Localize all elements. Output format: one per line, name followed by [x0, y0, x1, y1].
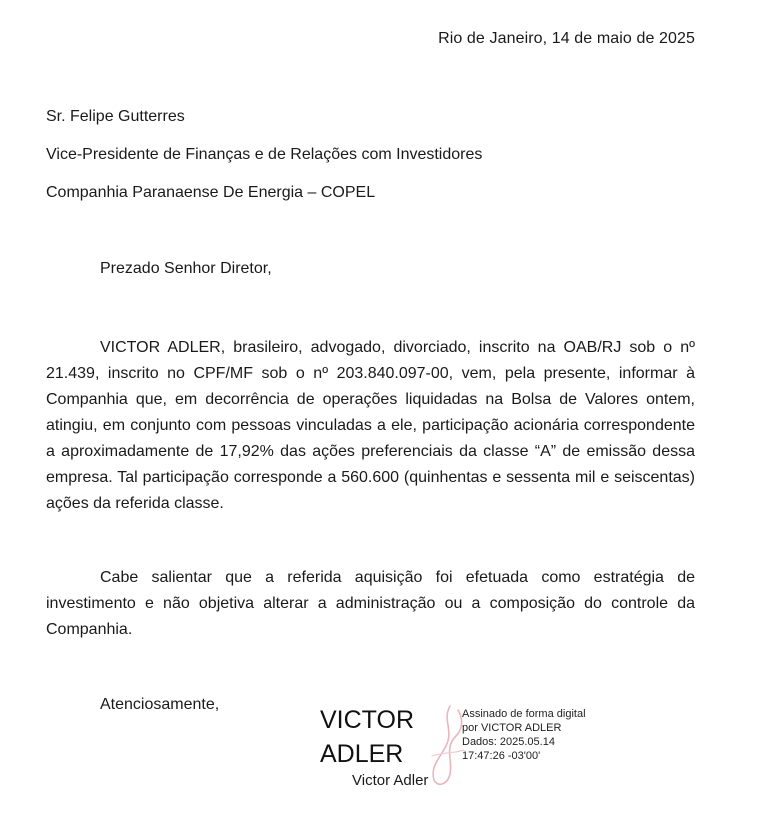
signature-name-line-2: ADLER	[320, 740, 404, 768]
body-paragraph-1: VICTOR ADLER, brasileiro, advogado, divorciado, inscrito na OAB/RJ sob o nº 21.439, inscrito no CPF/MF sob o nº 203.840.097-00, vem, pela presente, informar à Companhia que, em decorrência de operações liquidadas na Bolsa de Valores ontem, atingiu, em conjunto com pessoas vinculadas a ele, participação acionária correspondente a aproximadamente de 17,92% das ações preferenciais da classe “A” de emissão dessa empresa. Tal participação corresponde a 560.600 (quinhentas e sessenta mil e seiscentas) ações da referida classe.	[46, 339, 695, 512]
addressee-block	[46, 107, 482, 221]
digital-signature-line-2: por VICTOR ADLER	[462, 722, 562, 734]
addressee-position: Vice-Presidente de Finanças e de Relações com Investidores	[46, 146, 483, 163]
digital-signature-line-4: 17:47:26 -03'00'	[462, 750, 541, 762]
date-line: Rio de Janeiro, 14 de maio de 2025	[438, 30, 695, 47]
body-paragraph-2: Cabe salientar que a referida aquisição foi efetuada como estratégia de investimento e não objetiva alterar a administração ou a composição do controle da Companhia.	[46, 569, 695, 638]
digital-signature-line-3: Dados: 2025.05.14	[462, 736, 555, 748]
signature-printed-name: Victor Adler	[352, 772, 429, 789]
signature-name	[320, 703, 414, 771]
salutation: Prezado Senhor Diretor,	[100, 260, 272, 277]
digital-signature-line-1: Assinado de forma digital	[462, 708, 586, 720]
signature-name-line-1: VICTOR	[320, 706, 414, 734]
closing: Atenciosamente,	[100, 696, 220, 713]
addressee-name: Sr. Felipe Gutterres	[46, 108, 185, 125]
digital-signature-info	[462, 707, 586, 763]
addressee-company: Companhia Paranaense De Energia – COPEL	[46, 184, 376, 201]
